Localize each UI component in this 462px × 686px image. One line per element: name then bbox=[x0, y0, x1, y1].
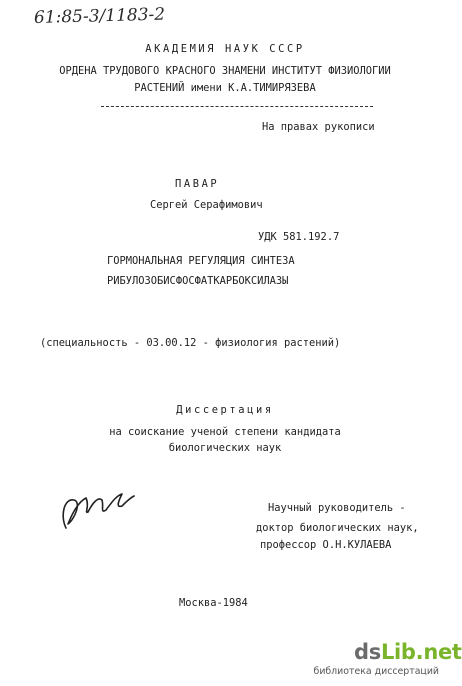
institute-line-1: ОРДЕНА ТРУДОВОГО КРАСНОГО ЗНАМЕНИ ИНСТИТУТ ФИЗИОЛОГИИ bbox=[59, 65, 391, 77]
udk-code: УДК 581.192.7 bbox=[258, 231, 340, 243]
supervisor-line-3: профессор О.Н.КУЛАЕВА bbox=[260, 539, 392, 551]
academy-heading: АКАДЕМИЯ НАУК СССР bbox=[145, 43, 305, 55]
dslib-subtitle: библиотека диссертаций bbox=[313, 666, 439, 677]
rights-note: На правах рукописи bbox=[262, 121, 375, 133]
title-line-1: ГОРМОНАЛЬНАЯ РЕГУЛЯЦИЯ СИНТЕЗА bbox=[107, 255, 295, 267]
dslib-logo-green: Lib.net bbox=[380, 640, 462, 664]
author-given-names: Сергей Серафимович bbox=[150, 199, 263, 211]
supervisor-line-2: доктор биологических наук, bbox=[256, 522, 419, 534]
supervisor-line-1: Научный руководитель - bbox=[268, 502, 406, 514]
header-divider bbox=[101, 106, 373, 107]
dissertation-degree-line-2: биологических наук bbox=[168, 442, 282, 454]
dissertation-degree-line-1: на соискание ученой степени кандидата bbox=[109, 426, 341, 438]
institute-line-2: РАСТЕНИЙ имени К.А.ТИМИРЯЗЕВА bbox=[134, 82, 316, 94]
handwritten-signature bbox=[56, 476, 136, 536]
author-surname: ПАВАР bbox=[175, 178, 220, 190]
dissertation-heading: Диссертация bbox=[176, 404, 274, 416]
specialty-line: (специальность - 03.00.12 - физиология растений) bbox=[40, 337, 341, 349]
archive-code-handwritten: 61:85-3/1183-2 bbox=[33, 4, 166, 28]
dslib-logo bbox=[354, 640, 462, 664]
title-line-2: РИБУЛОЗОБИСФОСФАТКАРБОКСИЛАЗЫ bbox=[107, 275, 289, 287]
dslib-logo-dark: ds bbox=[354, 640, 381, 664]
place-year: Москва-1984 bbox=[179, 597, 248, 609]
